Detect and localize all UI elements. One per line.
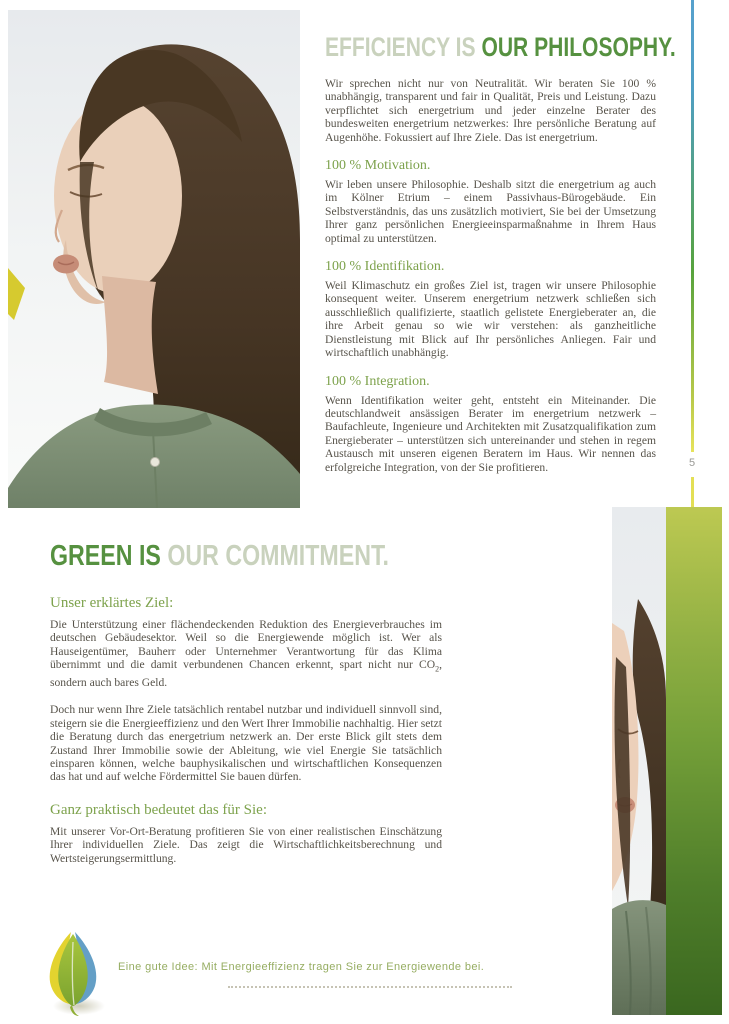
footer-claim: Eine gute Idee: Mit Energieeffizienz tragen Sie zur Energiewende bei. <box>118 961 485 973</box>
philosophy-intro: Wir sprechen nicht nur von Neutralität. Wir beraten Sie 100 % unabhängig, transparent und fair in Qualität, Preis und Leistung. Dazu verpflichtet sich energetrium und jeder einzelne Berater des bundesweiten energetrium netzwerkes: Ihre persönliche Beratung auf Augenhöhe. Fokussiert auf Ihre Ziele. Das ist energetrium. <box>325 77 656 144</box>
block-title: 100 % Integration. <box>325 373 430 389</box>
goal-p1-text: Die Unterstützung einer flächendeckenden Reduktion des Energieverbrauches im deutschen Gebäudesektor. Weil so die Energiewende möglich ist. Wer als Hauseigentümer, Bauherr oder Unternehmer Verantwortung für das Klima übernimmt und die damit verbundenen Chancen erkennt, spart nicht nur CO <box>50 618 442 672</box>
heading-dark-part: GREEN IS <box>50 540 161 572</box>
practical-body: Mit unserer Vor-Ort-Beratung profitieren Sie von einer realistischen Einschätzung Ihrer individuellen Ziele. Das zeigt die Wirtschaftlichkeitsberechnung und Wertsteigerungsermittlung. <box>50 824 442 865</box>
leaf-drop-logo-icon <box>38 926 112 1018</box>
block-motivation <box>325 158 656 245</box>
gradient-rule-top <box>691 0 694 452</box>
goal-paragraph-1 <box>50 618 442 689</box>
block-title: 100 % Identifikation. <box>325 259 445 275</box>
heading-light-part: OUR COMMITMENT. <box>167 540 389 572</box>
commitment-heading <box>50 540 389 572</box>
block-integration <box>325 374 656 474</box>
block-body: Wir leben unsere Philosophie. Deshalb sitzt die energetrium ag auch im Kölner Etrium – einem Passivhaus-Bürogebäude. Ein Selbstverständnis, das uns zusätzlich motiviert, Sie bei der Umsetzung Ihrer ganz persönlichen Energieeinsparmaßnahme in Ihrem Haus optimal zu unterstützen. <box>325 178 656 245</box>
gradient-rule-bottom <box>691 477 694 508</box>
page-number: 5 <box>688 457 696 469</box>
girl-closeup-illustration <box>612 507 666 1015</box>
goal-paragraph-2: Doch nur wenn Ihre Ziele tatsächlich rentabel nutzbar und individuell sinnvoll sind, steigern sie die Energieeffizienz und den Wert Ihrer Immobilie nachhaltig. Hier setzt die Beratung durch das energetrium netzwerk an. Der erste Blick gilt stets dem Zustand Ihrer Immobilie sowie der Ableitung, wie viel Energie Sie tatsächlich einsparen können, welche bauphysikalischen und wirtschaftlichen Konsequenzen das hat und auf welche Fördermittel Sie bauen dürfen. <box>50 703 442 784</box>
girl-photo-closeup <box>612 507 666 1015</box>
green-gradient-strip <box>666 507 722 1015</box>
goal-title: Unser erklärtes Ziel: <box>50 595 174 611</box>
heading-dark-part: OUR PHILOSOPHY. <box>481 32 676 62</box>
block-identifikation <box>325 259 656 359</box>
girl-photo <box>8 10 300 508</box>
girl-photo-illustration <box>8 10 300 508</box>
block-body: Wenn Identifikation weiter geht, entsteht ein Miteinander. Die deutschlandweit ansässigen Berater im energetrium netzwerk – Baufachleute, Ingenieure und Architekten mit Zusatzqualifikation zum Energieberater – unterstützen sich untereinander und stehen in regem Austausch mit unseren eigenen Beratern im Haus. Wir nennen das erfolgreiche Integration, von der Sie profitieren. <box>325 393 656 474</box>
philosophy-heading <box>325 32 676 62</box>
dotted-rule <box>228 986 512 988</box>
goal-p1-tail: , sondern auch bares Geld. <box>50 658 442 689</box>
heading-light-part: EFFICIENCY IS <box>325 32 476 62</box>
practical-title: Ganz praktisch bedeutet das für Sie: <box>50 801 268 818</box>
philosophy-section <box>325 32 676 488</box>
block-title: 100 % Motivation. <box>325 158 431 174</box>
co2-subscript: 2 <box>435 664 440 674</box>
commitment-section <box>50 542 442 879</box>
block-body: Weil Klimaschutz ein großes Ziel ist, tragen wir unsere Philosophie konsequent weiter. Unserem energetrium netzwerk schließen sich ausschließlich qualifizierte, staatlich gelistete Energieberater an, die ihre Arbeit genau so wie wir verstehen: als ganzheitliche Dienstleistung mit Blick auf Ihr persönliches Anliegen. Fair und wirtschaftlich unabhängig. <box>325 279 656 360</box>
leaf-drop-logo-graphic <box>38 926 112 1018</box>
